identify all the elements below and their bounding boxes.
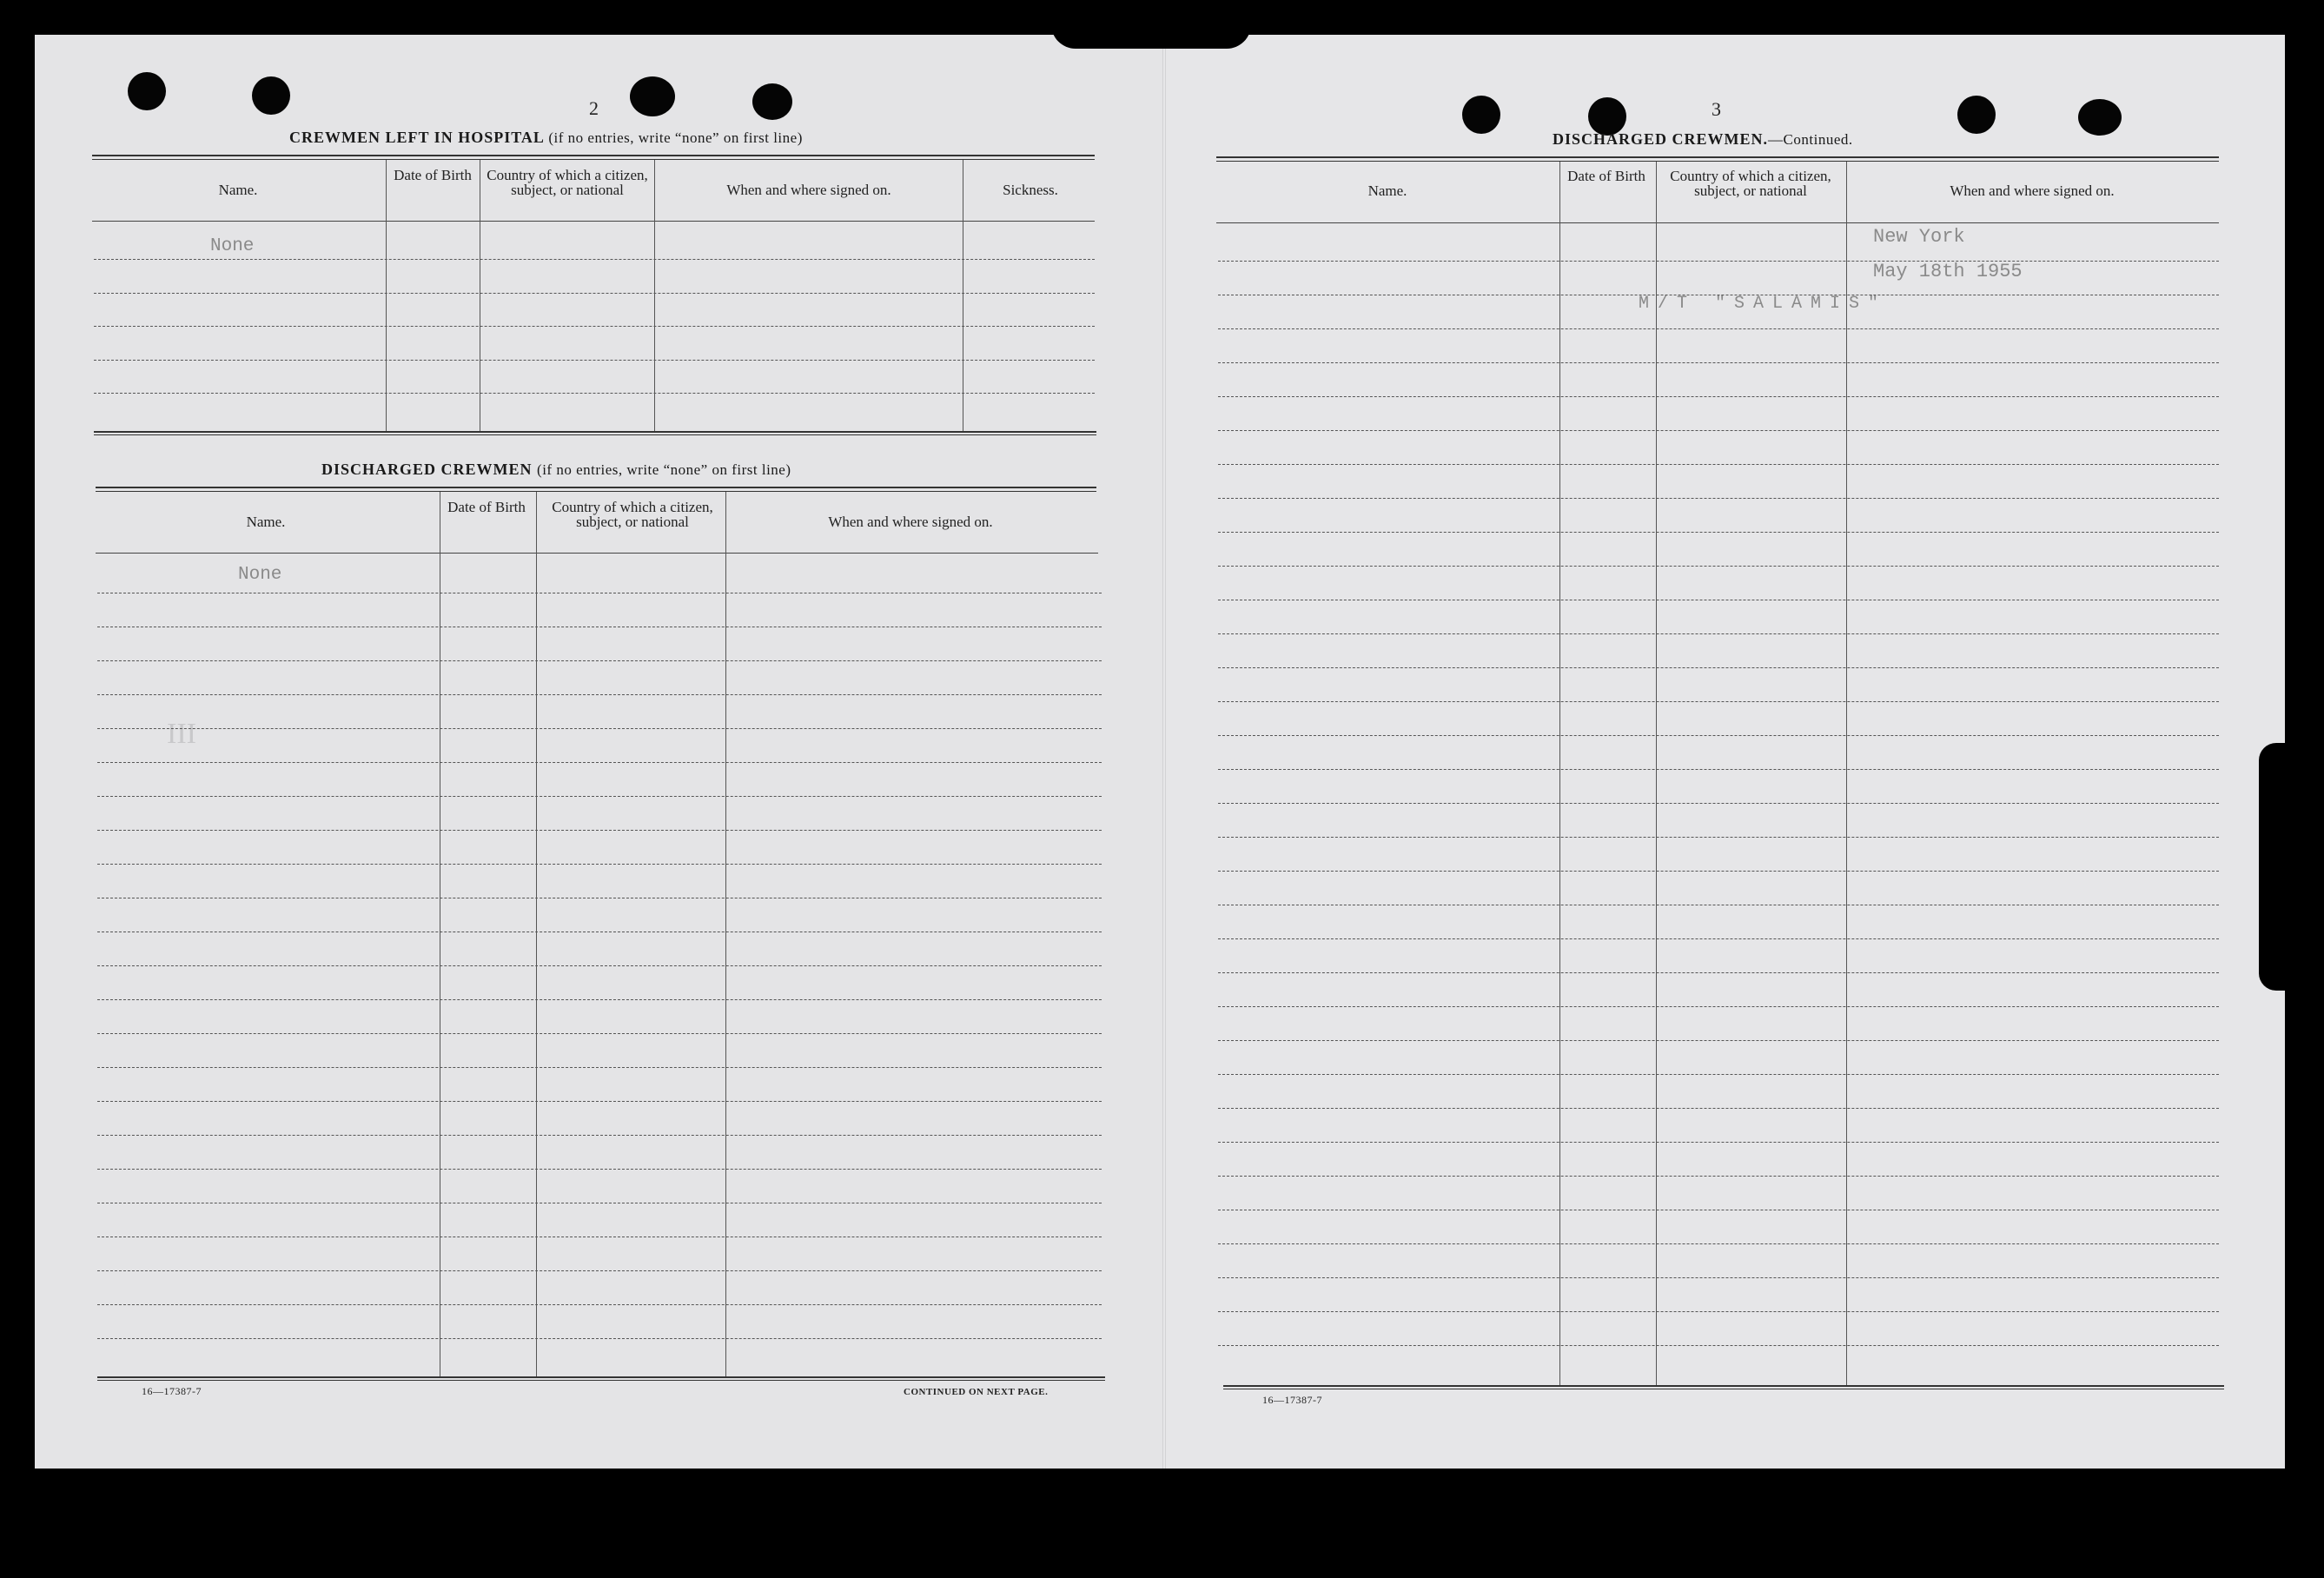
ruled-line (97, 830, 1102, 831)
hospital-col-name: Name. (218, 182, 258, 198)
hospital-entry-none: None (210, 236, 255, 256)
right-page (1164, 35, 2285, 1469)
hospital-col-divider (386, 160, 387, 433)
ruled-line (1218, 803, 2219, 804)
left-page (35, 35, 1164, 1469)
right-bottom-rule (1223, 1385, 2224, 1389)
ruled-line (1218, 938, 2219, 939)
ruled-line (1218, 464, 2219, 465)
right-title-text: DISCHARGED CREWMEN. (1553, 130, 1769, 148)
ruled-line (1218, 1142, 2219, 1143)
discharged-bottom-rule (97, 1376, 1105, 1381)
ruled-line (97, 1033, 1102, 1034)
page-number: 2 (589, 97, 599, 119)
ruled-line (97, 1101, 1102, 1102)
ruled-line (1218, 362, 2219, 363)
vessel-stamp: M/T "SALAMIS" (1639, 294, 1888, 314)
right-col-signed-on: When and where signed on. (1950, 182, 2115, 199)
ruled-line (97, 1067, 1102, 1068)
punch-hole (128, 72, 166, 110)
page-fold (1162, 35, 1166, 1469)
ruled-line (1218, 1277, 2219, 1278)
continued-note: CONTINUED ON NEXT PAGE. (904, 1387, 1049, 1397)
page-number: 3 (1712, 98, 1721, 120)
hospital-col-country: Country of which a citizen, subject, or national (487, 167, 648, 198)
hospital-col-divider (654, 160, 655, 433)
hospital-col-dob: Date of Birth (394, 167, 472, 183)
ruled-line (1218, 837, 2219, 838)
typed-date: May 18th 1955 (1873, 261, 2023, 282)
ruled-line (97, 864, 1102, 865)
ruled-line (97, 762, 1102, 763)
ruled-line (1218, 1006, 2219, 1007)
discharged-header-rule (96, 487, 1096, 492)
hospital-section-title (289, 129, 803, 147)
ruled-line (97, 1304, 1102, 1305)
discharged-col-dob: Date of Birth (447, 499, 526, 515)
ruled-line (1218, 1311, 2219, 1312)
ruled-line (1218, 1243, 2219, 1244)
discharged-col-divider (725, 492, 726, 1378)
ruled-line (1218, 769, 2219, 770)
ruled-line (94, 393, 1095, 394)
ruled-line (1218, 1074, 2219, 1075)
ruled-line (97, 1270, 1102, 1271)
ruled-line (94, 293, 1095, 294)
typed-place: New York (1873, 226, 1965, 248)
ruled-line (1218, 532, 2219, 533)
ruled-line (1218, 1040, 2219, 1041)
ruled-line (97, 728, 1102, 729)
discharged-col-country: Country of which a citizen, subject, or national (552, 499, 713, 530)
right-col-divider (1559, 162, 1560, 1387)
hospital-col-signed-on: When and where signed on. (726, 182, 891, 198)
punch-hole (2078, 99, 2122, 136)
form-code: 16—17387-7 (142, 1385, 202, 1397)
ruled-line (97, 965, 1102, 966)
ruled-line (1218, 430, 2219, 431)
ruled-line (1218, 667, 2219, 668)
right-section-title (1553, 130, 1853, 149)
right-col-dob: Date of Birth (1567, 168, 1645, 184)
discharged-entry-none: None (238, 565, 282, 585)
ruled-line (97, 1135, 1102, 1136)
edge-notch (2259, 743, 2285, 991)
ruled-line (97, 796, 1102, 797)
right-col-name: Name. (1367, 182, 1407, 199)
right-col-country: Country of which a citizen, subject, or national (1670, 168, 1831, 199)
ruled-line (94, 326, 1095, 327)
punch-hole (752, 83, 792, 120)
right-col-divider (1656, 162, 1657, 1387)
hospital-header-rule (92, 155, 1095, 160)
ruled-line (1218, 701, 2219, 702)
discharged-section-title (321, 461, 791, 479)
right-header-bottom (1216, 222, 2219, 223)
ruled-line (1218, 328, 2219, 329)
hospital-col-sickness: Sickness. (1003, 182, 1058, 198)
right-col-divider (1846, 162, 1847, 1387)
punch-hole (1462, 96, 1500, 134)
ruled-line (1218, 1108, 2219, 1109)
discharged-subtitle: (if no entries, write “none” on first line) (537, 461, 791, 478)
hospital-title-text: CREWMEN LEFT IN HOSPITAL (289, 129, 544, 146)
discharged-col-divider (536, 492, 537, 1378)
discharged-col-signed-on: When and where signed on. (828, 514, 993, 530)
ruled-line (97, 1338, 1102, 1339)
form-code: 16—17387-7 (1262, 1394, 1322, 1406)
punch-hole (1957, 96, 1996, 134)
ruled-line (1218, 871, 2219, 872)
ruled-line (94, 360, 1095, 361)
ruled-line (97, 1169, 1102, 1170)
ruled-line (1218, 566, 2219, 567)
ruled-line (94, 259, 1095, 260)
hospital-subtitle: (if no entries, write “none” on first line) (548, 129, 803, 146)
punch-hole (630, 76, 675, 116)
ruled-line (97, 999, 1102, 1000)
punch-hole (252, 76, 290, 115)
discharged-header-bottom (96, 553, 1098, 554)
ruled-line (1218, 972, 2219, 973)
discharged-title-text: DISCHARGED CREWMEN (321, 461, 533, 478)
hospital-bottom-rule (94, 431, 1096, 435)
ruled-line (1218, 735, 2219, 736)
ruled-line (1218, 633, 2219, 634)
hospital-header-bottom (92, 221, 1095, 222)
ruled-line (1218, 498, 2219, 499)
ruled-line (1218, 396, 2219, 397)
ruled-line (1218, 261, 2219, 262)
ruled-line (1218, 1345, 2219, 1346)
ruled-line (1218, 1176, 2219, 1177)
right-subtitle: —Continued. (1768, 131, 1853, 148)
discharged-col-name: Name. (246, 514, 286, 530)
faint-mark: III (167, 718, 196, 750)
ruled-line (97, 694, 1102, 695)
right-header-rule (1216, 156, 2219, 162)
binding-notch (1051, 24, 1251, 49)
ruled-line (97, 660, 1102, 661)
